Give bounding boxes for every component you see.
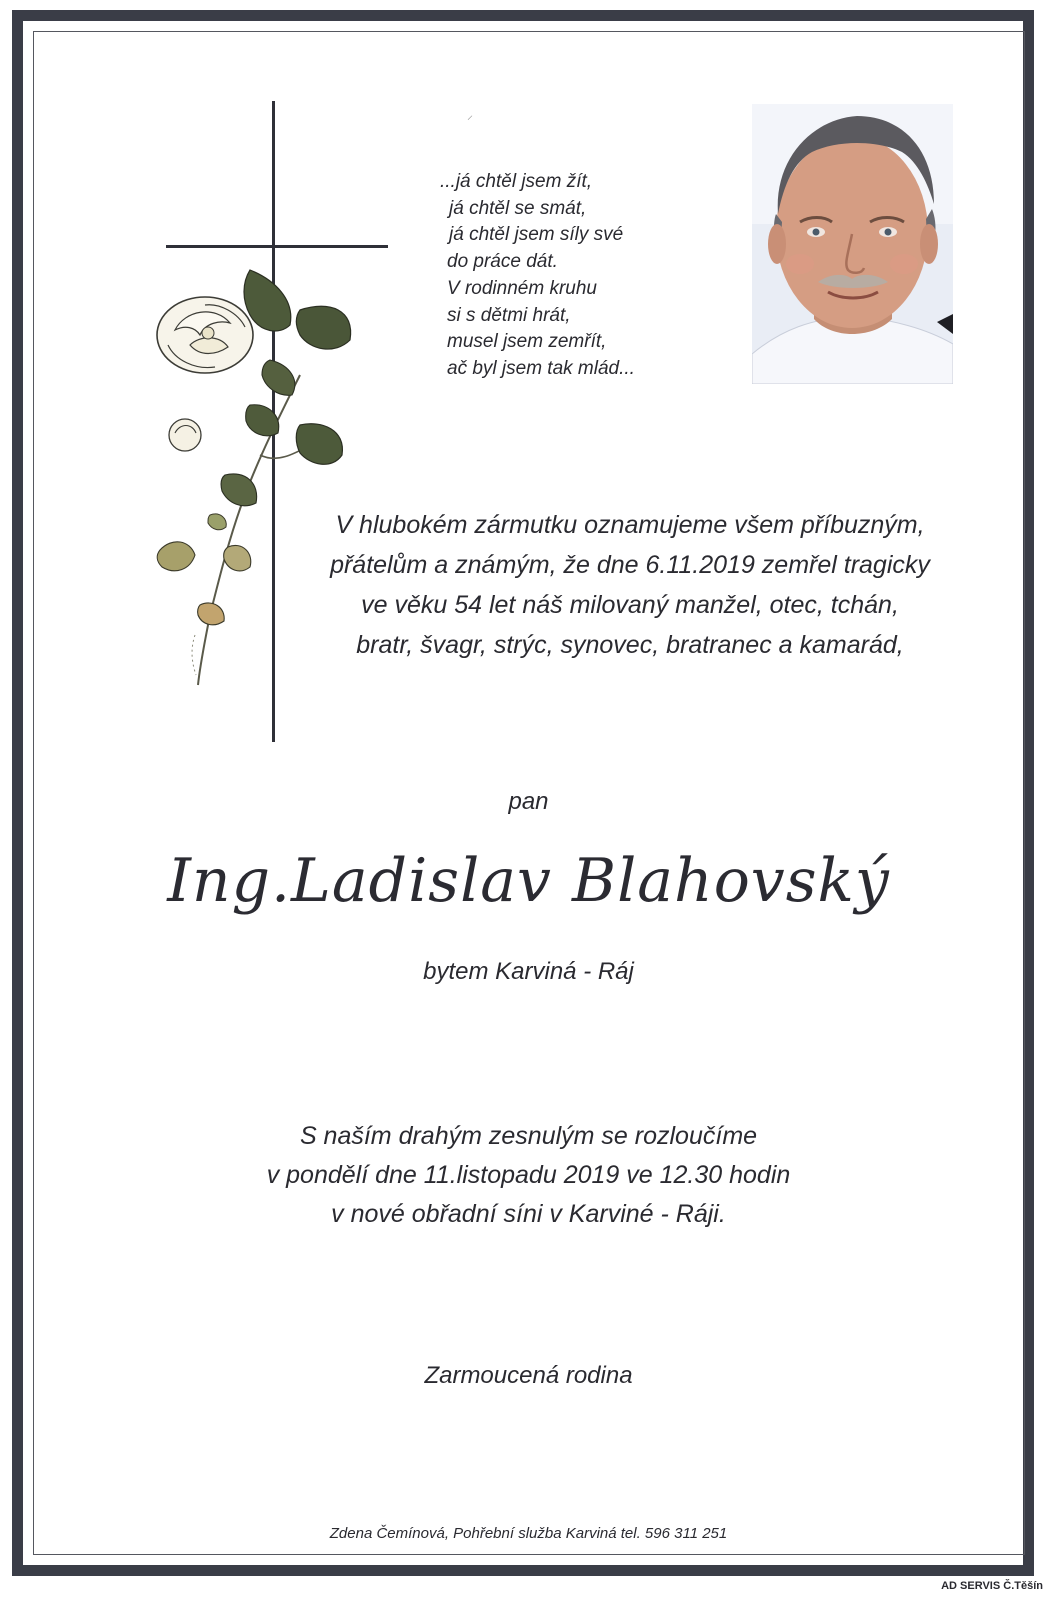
- poem-line: V rodinném kruhu: [447, 277, 597, 299]
- leaf: [296, 306, 350, 349]
- rose-bud: [169, 419, 201, 451]
- leaf: [246, 405, 279, 436]
- poem-line: ...já chtěl jsem žít,: [440, 171, 593, 192]
- scan-speck-icon: ⸝: [467, 108, 474, 122]
- leaf: [296, 424, 342, 465]
- funeral-details-line: v pondělí dne 11.listopadu 2019 ve 12.30 hodin: [266, 1161, 791, 1189]
- memorial-poem: [440, 169, 720, 383]
- ivy-leaf: [157, 542, 195, 571]
- death-announcement: [250, 505, 1010, 665]
- residence: bytem Karviná - Ráj: [423, 958, 634, 985]
- deceased-name: Ing.Ladislav Blahovský: [167, 846, 890, 916]
- family-signature: Zarmoucená rodina: [424, 1362, 633, 1389]
- portrait-photo-illustration: [752, 104, 953, 384]
- funeral-service-credit: Zdena Čemínová, Pohřební služba Karviná tel. 596 311 251: [329, 1525, 728, 1542]
- announcement-line: ve věku 54 let náš milovaný manžel, otec, tchán,: [361, 591, 899, 619]
- announcement-line: bratr, švagr, strýc, synovec, bratranec a kamarád,: [356, 631, 904, 659]
- poem-line: do práce dát.: [447, 251, 558, 273]
- ivy-leaf: [198, 603, 225, 625]
- ivy-leaf: [224, 545, 251, 571]
- funeral-details-line: v nové obřadní síni v Karviné - Ráji.: [331, 1200, 726, 1228]
- leaf: [262, 360, 295, 395]
- funeral-details-line: S naším drahým zesnulým se rozloučíme: [299, 1122, 758, 1150]
- funeral-details: [0, 1117, 1057, 1234]
- poem-line: já chtěl jsem síly své: [449, 224, 624, 246]
- announcement-line: přátelům a známým, že dne 6.11.2019 zemřel tragicky: [330, 551, 930, 579]
- salutation: pan: [508, 788, 549, 815]
- ivy-leaf: [208, 514, 226, 530]
- poem-line: já chtěl se smát,: [449, 197, 587, 219]
- ivy-tendril: [192, 635, 196, 675]
- poem-line: si s dětmi hrát,: [447, 304, 571, 326]
- printer-mark: AD SERVIS Č.Těšín: [941, 1580, 1043, 1592]
- poem-line: ač byl jsem tak mlád...: [447, 357, 635, 379]
- announcement-line: V hlubokém zármutku oznamujeme všem příbuzným,: [335, 511, 925, 539]
- poem-line: musel jsem zemřít,: [447, 331, 607, 353]
- cross-horizontal-beam: [166, 245, 388, 248]
- rose-blossom: [157, 297, 253, 373]
- portrait-photo: [752, 104, 953, 384]
